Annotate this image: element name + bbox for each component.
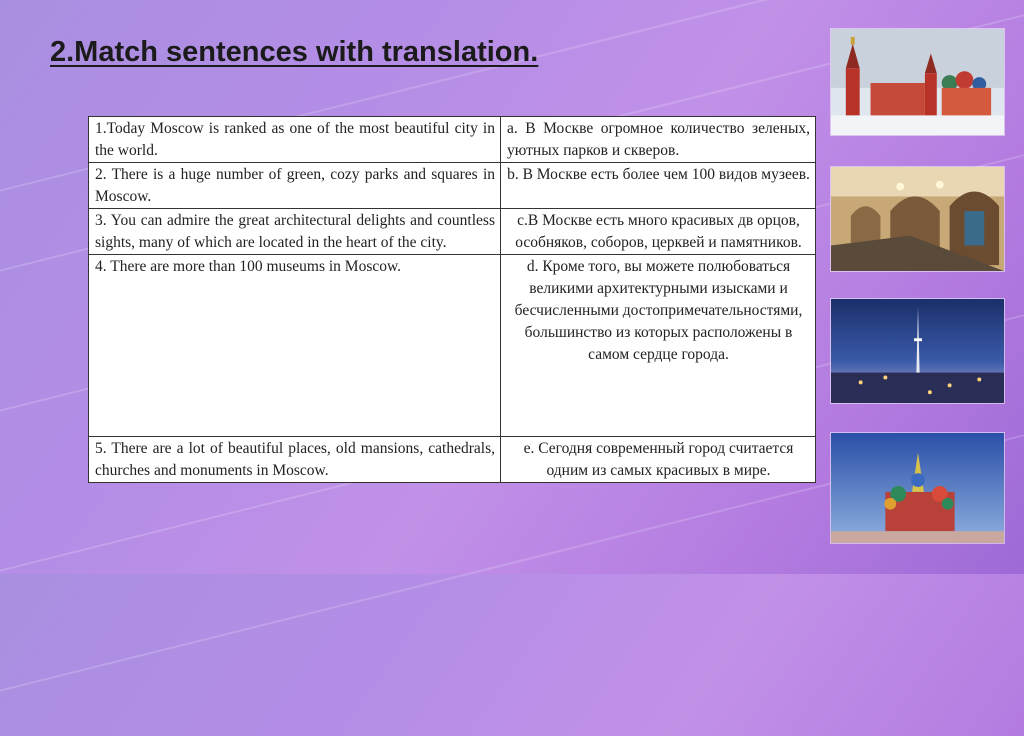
russian-translation-d: d. Кроме того, вы можете полюбоваться великими архитектурными изысками и бесчисленными достопримечательностями, большинство из которых расположены в самом сердце города. xyxy=(501,255,816,437)
table-row xyxy=(89,209,816,255)
table-row xyxy=(89,255,816,437)
table-row xyxy=(89,163,816,209)
english-sentence-5: 5. There are a lot of beautiful places, old mansions, cathedrals, churches and monuments in Moscow. xyxy=(89,437,501,483)
russian-translation-e: e. Сегодня современный город считается одним из самых красивых в мире. xyxy=(501,437,816,483)
russian-translation-c: c.В Москве есть много красивых дв орцов, особняков, соборов, церквей и памятников. xyxy=(501,209,816,255)
russian-translation-a: a. В Москве огромное количество зеленых, уютных парков и скверов. xyxy=(501,117,816,163)
kremlin-winter-photo xyxy=(830,28,1005,136)
night-tv-tower-photo xyxy=(830,298,1005,404)
slide-title: 2.Match sentences with translation. xyxy=(50,36,539,68)
english-sentence-4: 4. There are more than 100 museums in Moscow. xyxy=(89,255,501,437)
table-row xyxy=(89,117,816,163)
english-sentence-2: 2. There is a huge number of green, cozy parks and squares in Moscow. xyxy=(89,163,501,209)
matching-table xyxy=(88,116,816,483)
english-sentence-3: 3. You can admire the great architectural delights and countless sights, many of which are located in the heart of the city. xyxy=(89,209,501,255)
st-basils-cathedral-photo xyxy=(830,432,1005,544)
table-row xyxy=(89,437,816,483)
english-sentence-1: 1.Today Moscow is ranked as one of the most beautiful city in the world. xyxy=(89,117,501,163)
russian-translation-b: b. В Москве есть более чем 100 видов музеев. xyxy=(501,163,816,209)
metro-station-photo xyxy=(830,166,1005,272)
